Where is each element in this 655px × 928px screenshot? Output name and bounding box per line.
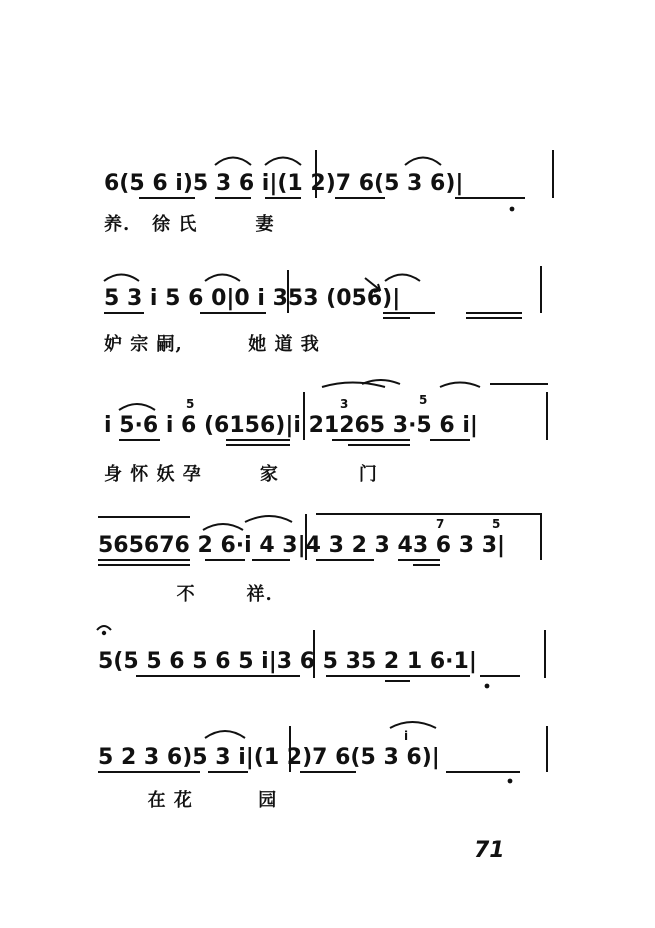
page-number: 71 xyxy=(474,838,505,863)
system-4-notation xyxy=(98,514,542,565)
system-1-notation xyxy=(104,150,553,211)
system-4-lyrics: 不 祥. xyxy=(104,584,273,605)
system-2-notes: 5 3 i 5 6 0|0 i 353 (056)| xyxy=(104,286,401,311)
system-3-notation xyxy=(104,380,548,445)
system-5-notes: 5(5 5 6 5 6 5 i|3 6 5 35 2 1 6·1| xyxy=(98,649,477,674)
system-4-notes: 565676 2 6·i 4 3|4 3 2 3 43 6 3 3| xyxy=(98,533,506,558)
system-3-lyrics: 身 怀 妖 孕 家 门 xyxy=(104,464,378,485)
system-5-notation xyxy=(97,626,545,688)
grace-mark-5: 5 xyxy=(492,517,501,531)
system-3-notes: i 5·6 i 6 (6156)|i 21265 3·5 6 i| xyxy=(104,413,478,438)
grace-mark-3: 5 xyxy=(419,393,428,407)
system-6-lyrics: 在 花 园 xyxy=(104,790,278,811)
system-1-notes: 6(5 6 i)5 3 6 i|(1 2)7 6(5 3 6)| xyxy=(104,171,464,196)
grace-mark-1: 5 xyxy=(186,397,195,411)
grace-mark-6: i xyxy=(404,729,409,743)
system-1-lyrics: 养. 徐 氏 妻 xyxy=(104,214,275,235)
system-6-notation xyxy=(98,722,547,783)
system-2-lyrics: 妒 宗 嗣, 她 道 我 xyxy=(104,334,320,355)
system-2-notation xyxy=(104,266,541,318)
system-6-notes: 5 2 3 6)5 3 i|(1 2)7 6(5 3 6)| xyxy=(98,745,440,770)
grace-mark-2: 3 xyxy=(340,397,349,411)
grace-mark-4: 7 xyxy=(436,517,445,531)
